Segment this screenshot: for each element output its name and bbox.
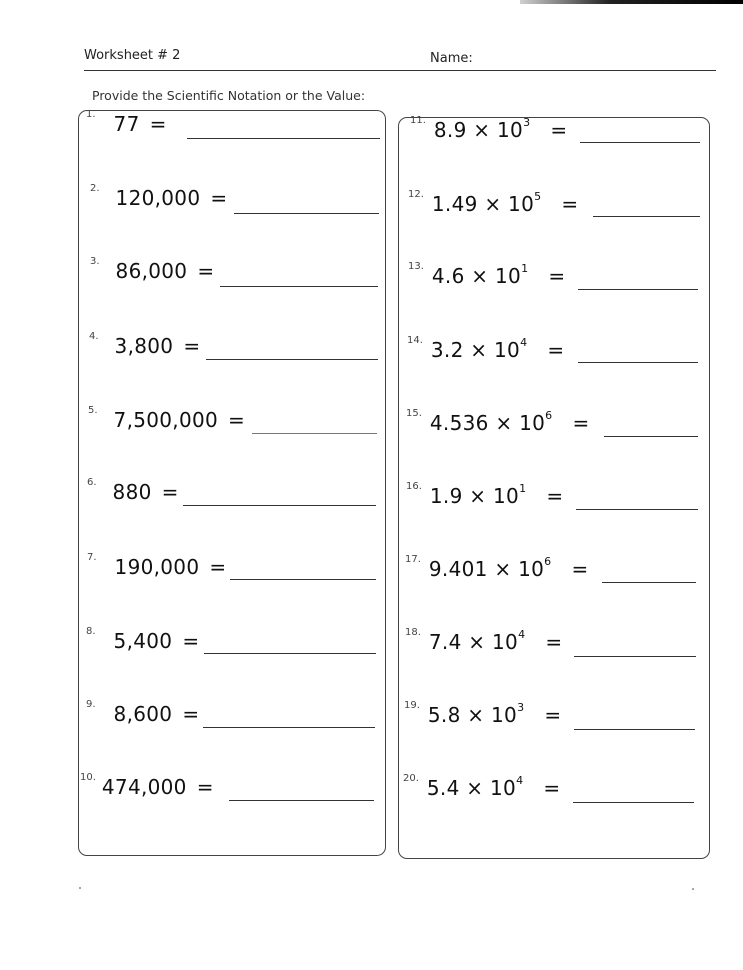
exponent: 4 [520, 336, 528, 350]
problem-9 [86, 699, 200, 726]
problem-7 [87, 552, 227, 579]
problem-value: 77 [113, 112, 140, 136]
answer-blank-14[interactable] [578, 362, 698, 363]
problem-value: 5,400 [113, 629, 173, 653]
equals-sign: = [561, 192, 579, 216]
equals-sign: = [545, 630, 563, 654]
problem-number: 14. [407, 335, 423, 346]
worksheet-header [84, 44, 716, 71]
equals-sign: = [228, 408, 245, 432]
problem-6 [87, 477, 179, 504]
problem-11 [410, 115, 568, 142]
answer-blank-15[interactable] [604, 436, 698, 437]
problem-number: 13. [408, 261, 424, 272]
problem-value: $9.401 \times 10^6$ [428, 555, 552, 581]
answer-blank-13[interactable] [578, 289, 698, 290]
scan-speck [692, 888, 694, 890]
equals-sign: = [548, 264, 566, 288]
exponent: 4 [516, 774, 524, 788]
problem-17 [405, 554, 589, 581]
answer-blank-17[interactable] [602, 582, 696, 583]
answer-blank-16[interactable] [576, 509, 698, 510]
problem-number: 2. [90, 183, 100, 194]
problem-1 [86, 109, 167, 136]
problem-value: 7,500,000 [113, 408, 219, 432]
answer-blank-7[interactable] [230, 579, 376, 580]
exponent: 6 [545, 409, 553, 423]
equals-sign: = [543, 776, 561, 800]
equals-sign: = [149, 112, 167, 136]
scan-speck [79, 887, 81, 889]
problem-number: 12. [408, 189, 424, 200]
problem-number: 18. [405, 627, 421, 638]
problem-value: $8.9 \times 10^3$ [433, 116, 531, 142]
problem-number: 6. [87, 477, 97, 488]
problem-value: 880 [112, 480, 152, 504]
answer-blank-3[interactable] [220, 286, 378, 287]
exponent: 3 [517, 701, 525, 715]
problem-value: $4.6 \times 10^1$ [431, 262, 529, 288]
problem-5 [88, 405, 245, 432]
problem-value: 190,000 [114, 555, 200, 579]
equals-sign: = [572, 411, 590, 435]
problem-number: 7. [87, 552, 97, 563]
exponent: 3 [523, 116, 531, 130]
problem-number: 3. [90, 256, 100, 267]
problem-14 [407, 335, 565, 362]
problem-number: 8. [86, 626, 96, 637]
problem-number: 9. [86, 699, 96, 710]
answer-blank-4[interactable] [206, 359, 378, 360]
problem-number: 15. [406, 408, 422, 419]
name-label: Name: [430, 51, 473, 66]
answer-blank-18[interactable] [574, 656, 696, 657]
problem-value: 120,000 [115, 186, 201, 210]
problem-value: $5.4 \times 10^4$ [426, 774, 524, 800]
exponent: 5 [534, 190, 542, 204]
problem-value: $1.9 \times 10^1$ [429, 482, 527, 508]
problem-16 [406, 481, 564, 508]
problem-value: $1.49 \times 10^5$ [431, 190, 542, 216]
problem-value: $5.8 \times 10^3$ [427, 701, 525, 727]
equals-sign: = [182, 629, 200, 653]
equals-sign: = [197, 259, 215, 283]
problem-12 [408, 189, 579, 216]
problem-20 [403, 773, 561, 800]
problem-2 [90, 183, 228, 210]
problem-value: $4.536 \times 10^6$ [429, 409, 553, 435]
equals-sign: = [161, 480, 179, 504]
problem-number: 16. [406, 481, 422, 492]
answer-blank-1[interactable] [187, 138, 380, 139]
problem-number: 4. [89, 331, 99, 342]
problem-4 [89, 331, 201, 358]
problem-3 [90, 256, 215, 283]
problem-10 [80, 772, 214, 799]
answer-blank-8[interactable] [204, 653, 376, 654]
problem-value: $7.4 \times 10^4$ [428, 628, 526, 654]
equals-sign: = [547, 338, 565, 362]
worksheet-title: Worksheet # 2 [84, 48, 181, 63]
problem-number: 17. [405, 554, 421, 565]
instructions: Provide the Scientific Notation or the Value: [92, 88, 366, 103]
problem-value: 474,000 [101, 775, 187, 799]
problem-number: 10. [80, 772, 96, 783]
answer-blank-9[interactable] [203, 727, 375, 728]
problem-number: 19. [404, 700, 420, 711]
exponent: 4 [518, 628, 526, 642]
answer-blank-6[interactable] [183, 505, 376, 506]
answer-blank-19[interactable] [574, 729, 695, 730]
problem-number: 5. [88, 405, 98, 416]
answer-blank-2[interactable] [234, 213, 379, 214]
exponent: 1 [519, 482, 527, 496]
equals-sign: = [546, 484, 564, 508]
answer-blank-11[interactable] [580, 142, 700, 143]
answer-blank-10[interactable] [229, 800, 374, 801]
equals-sign: = [196, 775, 214, 799]
problem-8 [86, 626, 200, 653]
problem-value: $3.2 \times 10^4$ [430, 336, 528, 362]
answer-blank-12[interactable] [593, 216, 700, 217]
problem-number: 20. [403, 773, 419, 784]
problem-value: 8,600 [113, 702, 173, 726]
exponent: 6 [544, 555, 552, 569]
problem-13 [408, 261, 566, 288]
exponent: 1 [521, 262, 529, 276]
problem-value: 86,000 [115, 259, 188, 283]
equals-sign: = [183, 334, 201, 358]
equals-sign: = [209, 555, 227, 579]
problem-18 [405, 627, 563, 654]
problem-value: 3,800 [114, 334, 174, 358]
problem-15 [406, 408, 590, 435]
problem-19 [404, 700, 562, 727]
answer-blank-5[interactable] [252, 433, 377, 434]
problem-number: 1. [86, 109, 96, 120]
equals-sign: = [544, 703, 562, 727]
equals-sign: = [210, 186, 228, 210]
equals-sign: = [571, 557, 589, 581]
equals-sign: = [182, 702, 200, 726]
equals-sign: = [550, 118, 568, 142]
answer-blank-20[interactable] [573, 802, 694, 803]
problem-number: 11. [410, 115, 426, 126]
scan-edge-artifact [520, 0, 743, 4]
